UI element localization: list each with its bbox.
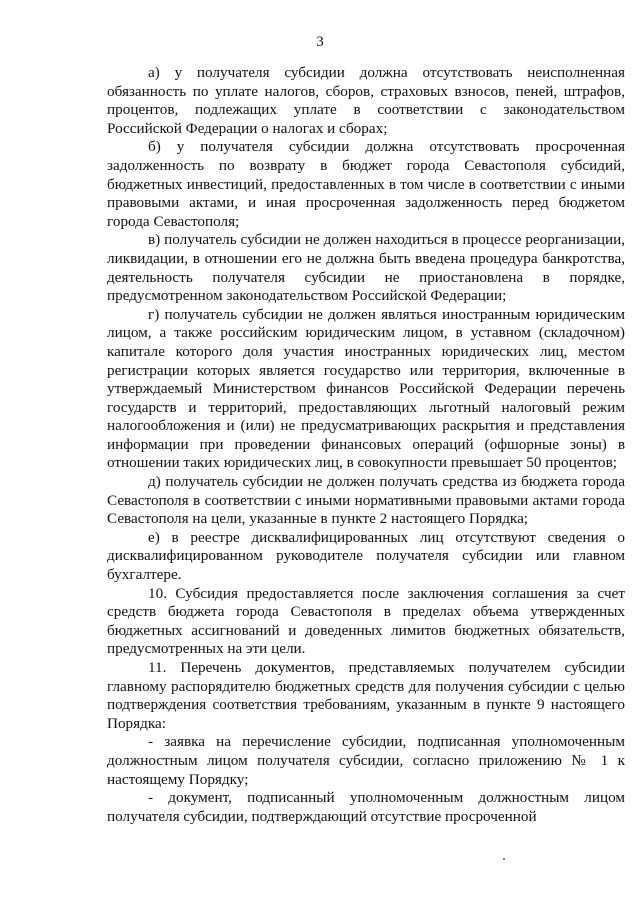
paragraph-g: г) получатель субсидии не должен являться иностранным юридическим лицом, а также российским юридическим лицом, в уставном (складочном) капитале которого доля участия иностранных юридических лиц, местом регистрации которых является государство или территория, включенные в утверждаемый Министерством финансов Российской Федерации перечень государств и территорий, предоставляющих льготный налоговый режим налогообложения и (или) не предусматривающих раскрытия и представления информации при проведении финансовых операций (офшорные зоны) в отношении таких юридических лиц, в совокупности превышает 50 процентов; [107, 305, 625, 472]
paragraph-b: б) у получателя субсидии должна отсутствовать просроченная задолженность по возврату в бюджет города Севастополя субсидий, бюджетных инвестиций, предоставленных в том числе в соответствии с иными правовыми актами, и иная просроченная задолженность перед бюджетом города Севастополя; [107, 138, 625, 230]
page-number: 3 [316, 34, 324, 50]
paragraph-v: в) получатель субсидии не должен находиться в процессе реорганизации, ликвидации, в отношении его не должна быть введена процедура банкротства, деятельность получателя субсидии не приостановлена в порядке, предусмотренном законодательством Российской Федерации; [107, 231, 625, 305]
paragraph-d: д) получатель субсидии не должен получать средства из бюджета города Севастополя в соответствии с иными нормативными правовыми актами города Севастополя на цели, указанные в пункте 2 настоящего Порядка; [107, 473, 625, 528]
paragraph-a: а) у получателя субсидии должна отсутствовать неисполненная обязанность по уплате налогов, сборов, страховых взносов, пеней, штрафов, процентов, подлежащих уплате в соответствии с законодательством Российской Федерации о налогах и сборах; [107, 64, 625, 137]
paragraph-10: 10. Субсидия предоставляется после заключения соглашения за счет средств бюджета города Севастополя в пределах объема утвержденных бюджетных ассигнований и доведенных лимитов бюджетных обязательств, предусмотренных на эти цели. [107, 584, 625, 658]
paragraph-11: 11. Перечень документов, представляемых получателем субсидии главному распорядителю бюджетных средств для получения субсидии с целью подтверждения соответствия требованиям, указанным в пункте 9 настоящего Порядка: [107, 659, 625, 732]
document-body [107, 64, 625, 826]
scan-speck [503, 858, 505, 860]
paragraph-e: е) в реестре дисквалифицированных лиц отсутствуют сведения о дисквалифицированном руководителе получателя субсидии или главном бухгалтере. [107, 528, 625, 584]
list-item-document: - документ, подписанный уполномоченным должностным лицом получателя субсидии, подтверждающий отсутствие просроченной [107, 789, 625, 825]
list-item-application: - заявка на перечисление субсидии, подписанная уполномоченным должностным лицом получателя субсидии, согласно приложению № 1 к настоящему Порядку; [107, 733, 625, 788]
